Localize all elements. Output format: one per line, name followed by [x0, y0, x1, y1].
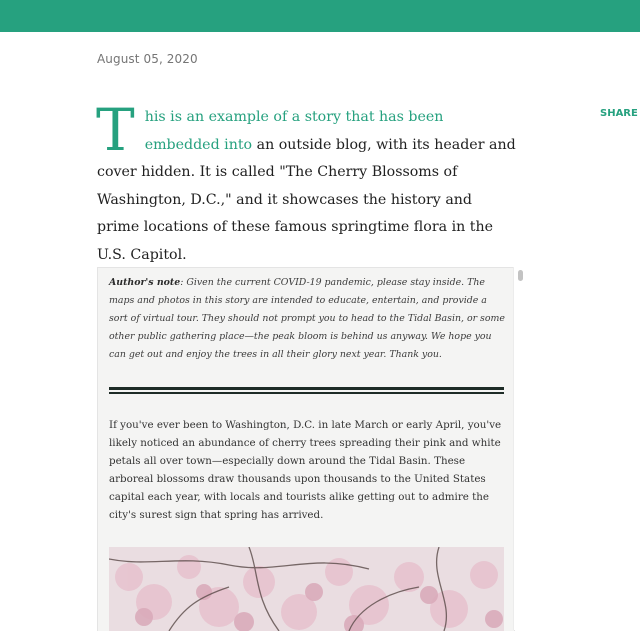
- section-divider: [109, 387, 504, 395]
- author-note-text: : Given the current COVID-19 pandemic, please stay inside. The maps and photos in this story are intended to educate, entertain, and provide a sort of virtual tour. They should not prompt you to head to the Tidal Basin, or some other public gathering place—the peak bloom is behind us anyway. We hope you can get out and enjoy the trees in all their glory next year. Thank you.: [109, 277, 505, 360]
- intro-text: an outside blog, with its header and cover hidden. It is called "The Cherry Blossoms of Washington, D.C.," and it showcases the history and prime locations of these famous springtime flora in the U.S. Capitol.: [97, 136, 516, 263]
- post-intro: [96, 96, 517, 269]
- post-date: August 05, 2020: [97, 52, 198, 66]
- author-note-label: Author's note: [109, 277, 181, 288]
- divider-line-bottom: [109, 392, 504, 394]
- intro-highlight: his is an example of a story that has been embedded into: [144, 109, 444, 153]
- drop-cap: T: [96, 96, 135, 164]
- divider-line-top: [109, 387, 504, 390]
- cherry-blossom-photo: [109, 547, 504, 631]
- top-header-bar: [0, 0, 640, 32]
- story-body-paragraph: If you've ever been to Washington, D.C. in late March or early April, you've likely noticed an abundance of cherry trees spreading their pink and white petals all over town—especially down around the Tidal Basin. These arboreal blossoms draw thousands upon thousands to the United States capital each year, with locals and tourists alike getting out to admire the city's surest sign that spring has arrived.: [109, 419, 502, 521]
- scrollbar-thumb[interactable]: [518, 270, 523, 281]
- cherry-blossom-image: [109, 547, 504, 631]
- embed-scrollbar[interactable]: [513, 267, 527, 630]
- share-button[interactable]: SHARE: [600, 108, 638, 119]
- embedded-story-frame[interactable]: [97, 267, 515, 631]
- author-note: [109, 274, 507, 364]
